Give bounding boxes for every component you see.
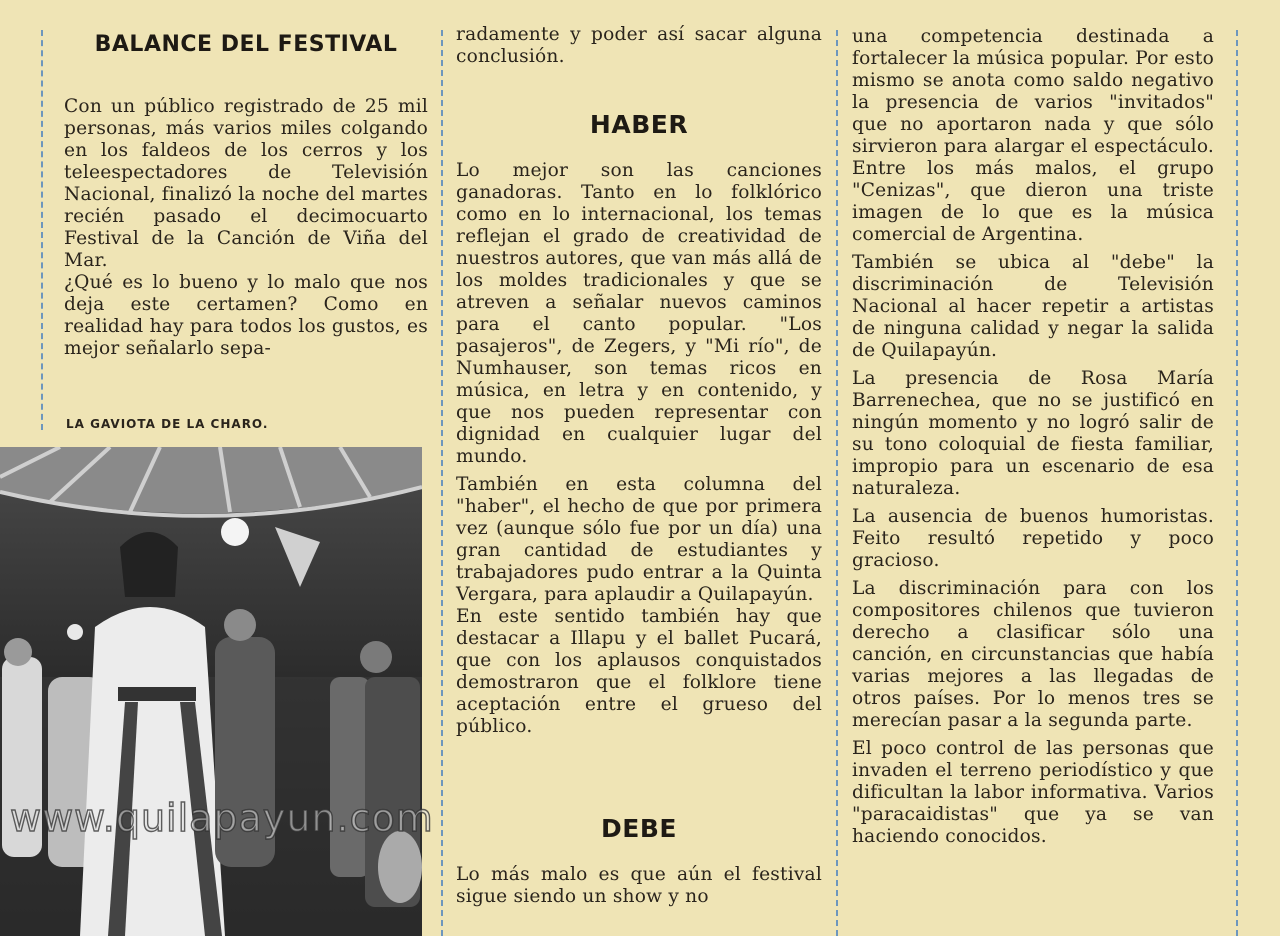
column-2 xyxy=(456,24,822,68)
column-rule-middle xyxy=(441,30,443,936)
paragraph: Lo más malo es que aún el festival sigue siendo un show y no xyxy=(456,864,822,907)
paragraph: El poco control de las personas que invaden el terreno periodístico y que dificultan la labor informativa. Varios "paracaidistas" que ya se van haciendo conocidos. xyxy=(852,738,1214,847)
haber-section xyxy=(456,160,822,738)
paragraph: También se ubica al "debe" la discriminación de Televisión Nacional al hacer repetir a artistas de ninguna calidad y negar la salida de Quilapayún. xyxy=(852,252,1214,361)
paragraph: ¿Qué es lo bueno y lo malo que nos deja este certamen? Como en realidad hay para todos los gustos, es mejor señalarlo sepa- xyxy=(64,272,428,359)
column-rule-right xyxy=(1236,30,1238,936)
paragraph: La ausencia de buenos humoristas. Feito resultó repetido y poco gracioso. xyxy=(852,506,1214,571)
photo-caption: LA GAVIOTA DE LA CHARO. xyxy=(66,417,269,431)
paragraph: En este sentido también hay que destacar a Illapu y el ballet Pucará, que con los aplausos conquistados demostraron que el folklore tiene aceptación entre el grueso del público. xyxy=(456,606,822,737)
paragraph: Con un público registrado de 25 mil personas, más varios miles colgando en los faldeos de los cerros y los teleespectadores de Televisión Nacional, finalizó la noche del martes recién pasado el decimocuarto Festival de la Canción de Viña del Mar. xyxy=(64,96,428,271)
column-rule-left xyxy=(41,30,43,430)
column-rule-center xyxy=(836,30,838,936)
paragraph: radamente y poder así sacar alguna conclusión. xyxy=(456,24,822,67)
haber-heading: HABER xyxy=(589,110,689,139)
paragraph: Lo mejor son las canciones ganadoras. Tanto en lo folklórico como en lo internacional, los temas reflejan el grado de creatividad de nuestros autores, que van más allá de los moldes tradicionales y que se atreven a señalar nuevos caminos para el canto popular. "Los pasajeros", de Zegers, y "Mi río", de Numhauser, son temas ricos en música, en letra y en contenido, y que nos pueden representar con dignidad en cualquier lugar del mundo. xyxy=(456,160,822,467)
column-1 xyxy=(64,96,428,360)
paragraph: También en esta columna del "haber", el hecho de que por primera vez (aunque sólo fue por un día) una gran cantidad de estudiantes y trabajadores pudo entrar a la Quinta Vergara, para aplaudir a Quilapayún. xyxy=(456,474,822,605)
paragraph: una competencia destinada a fortalecer la música popular. Por esto mismo se anota como saldo negativo la presencia de varios "invitados" que no aportaron nada y que sólo sirvieron para alargar el espectáculo. Entre los más malos, el grupo "Cenizas", que dieron una triste imagen de lo que es la música comercial de Argentina. xyxy=(852,26,1214,245)
watermark: www.quilapayun.com xyxy=(10,796,434,840)
debe-heading: DEBE xyxy=(601,814,677,843)
paragraph: La presencia de Rosa María Barrenechea, que no se justificó en ningún momento y no logró salir de su tono coloquial de fiesta familiar, impropio para un escenario de esa naturaleza. xyxy=(852,368,1214,499)
article-title: BALANCE DEL FESTIVAL xyxy=(94,32,398,57)
festival-photo xyxy=(0,447,422,936)
paragraph: La discriminación para con los compositores chilenos que tuvieron derecho a clasificar sólo una canción, en circunstancias que había varias mejores a las llegadas de otros países. Por lo menos tres se merecían pasar a la segunda parte. xyxy=(852,578,1214,731)
debe-section xyxy=(456,864,822,908)
column-3 xyxy=(852,26,1214,848)
